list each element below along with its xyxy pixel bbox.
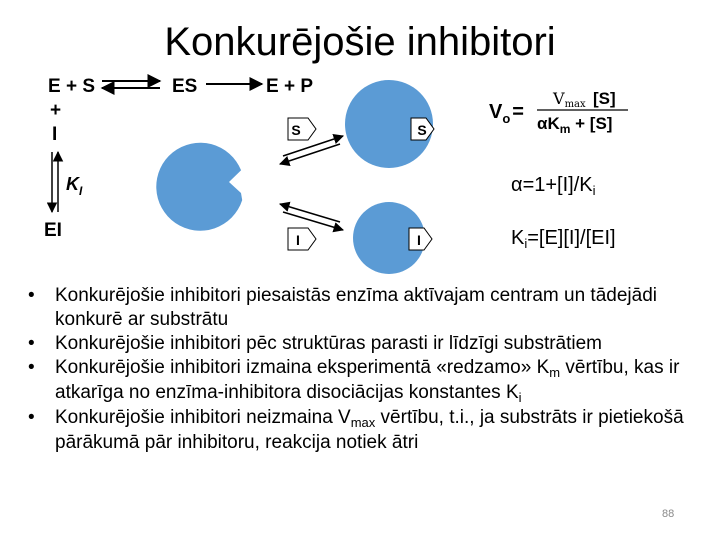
alpha-definition-main: α=1+[I]/K xyxy=(511,174,593,196)
inhibitor-label: I xyxy=(296,232,300,248)
scheme-e-plus-s: E + S xyxy=(48,76,95,97)
bullet-sub-max: max xyxy=(350,415,376,430)
bullet-text-mid: vērtību, kas ir atkarīga no enzīma-inhibitora disociācijas konstantes K xyxy=(55,357,680,403)
bullet-item xyxy=(28,356,688,406)
scheme-i: I xyxy=(52,124,58,145)
eq-den-alpha: αK xyxy=(537,114,560,133)
eq-num-s: [S] xyxy=(593,89,616,108)
binding-arrow-i-forward xyxy=(283,212,343,230)
bound-substrate-label: S xyxy=(417,122,427,138)
scheme-plus: + xyxy=(50,100,62,121)
bullet-text: Konkurējošie inhibitori piesaistās enzīma aktīvajam centram un tādejādi konkurē ar substrātu xyxy=(55,285,657,330)
ki-definition-sub: i xyxy=(524,236,528,251)
alpha-definition xyxy=(511,174,596,197)
bullet-item xyxy=(28,284,688,332)
ki-label: K xyxy=(66,174,79,194)
scheme-e-plus-p: E + P xyxy=(266,76,313,97)
bullet-sub-m: m xyxy=(549,365,561,380)
slide-title: Konkurējošie inhibitori xyxy=(164,20,556,64)
page-number: 88 xyxy=(662,508,675,520)
ki-definition-pre: K xyxy=(511,227,525,249)
bullet-list xyxy=(28,284,688,455)
ki-definition-post: =[E][I]/[EI] xyxy=(527,227,616,249)
scheme-es: ES xyxy=(172,76,198,97)
eq-equals: = xyxy=(512,101,524,123)
binding-arrow-i-back xyxy=(280,204,340,222)
free-enzyme-shape xyxy=(156,143,242,231)
eq-v0-sub: o xyxy=(502,111,511,126)
substrate-label: S xyxy=(291,122,301,138)
eq-den-sub: m xyxy=(559,122,571,136)
bullet-item xyxy=(28,332,688,356)
bullet-text-pre: Konkurējošie inhibitori neizmaina V xyxy=(55,407,351,428)
bullet-text-pre: Konkurējošie inhibitori izmaina eksperimentā «redzamo» K xyxy=(55,357,550,378)
bullet-item xyxy=(28,406,688,455)
eq-num-v-sub: max xyxy=(564,99,586,110)
svg-text:KI xyxy=(66,174,83,198)
svg-text:Vo= xyxy=(489,101,524,126)
ki-definition xyxy=(511,227,616,250)
svg-text:Vmax xyxy=(552,89,586,110)
inhibitor-shape xyxy=(288,228,316,250)
scheme-ei: EI xyxy=(44,220,62,241)
eq-v0: V xyxy=(489,101,503,123)
svg-text:αKm + [S] xyxy=(537,114,612,136)
bullet-sub-i: i xyxy=(518,390,522,405)
ki-label-sub: I xyxy=(79,184,83,198)
rate-equation xyxy=(489,89,628,136)
bound-inhibitor-label: I xyxy=(417,232,421,248)
eq-num-v: V xyxy=(553,89,565,108)
alpha-definition-sub: i xyxy=(592,183,596,198)
bullet-text: Konkurējošie inhibitori pēc struktūras parasti ir līdzīgi substrātiem xyxy=(55,333,603,354)
eq-den-rest: + [S] xyxy=(570,114,613,133)
bullet-text-post: vērtību, t.i., ja substrāts ir pietiekošā pārākumā pār inhibitoru, reakcija notiek ātri xyxy=(55,407,684,453)
